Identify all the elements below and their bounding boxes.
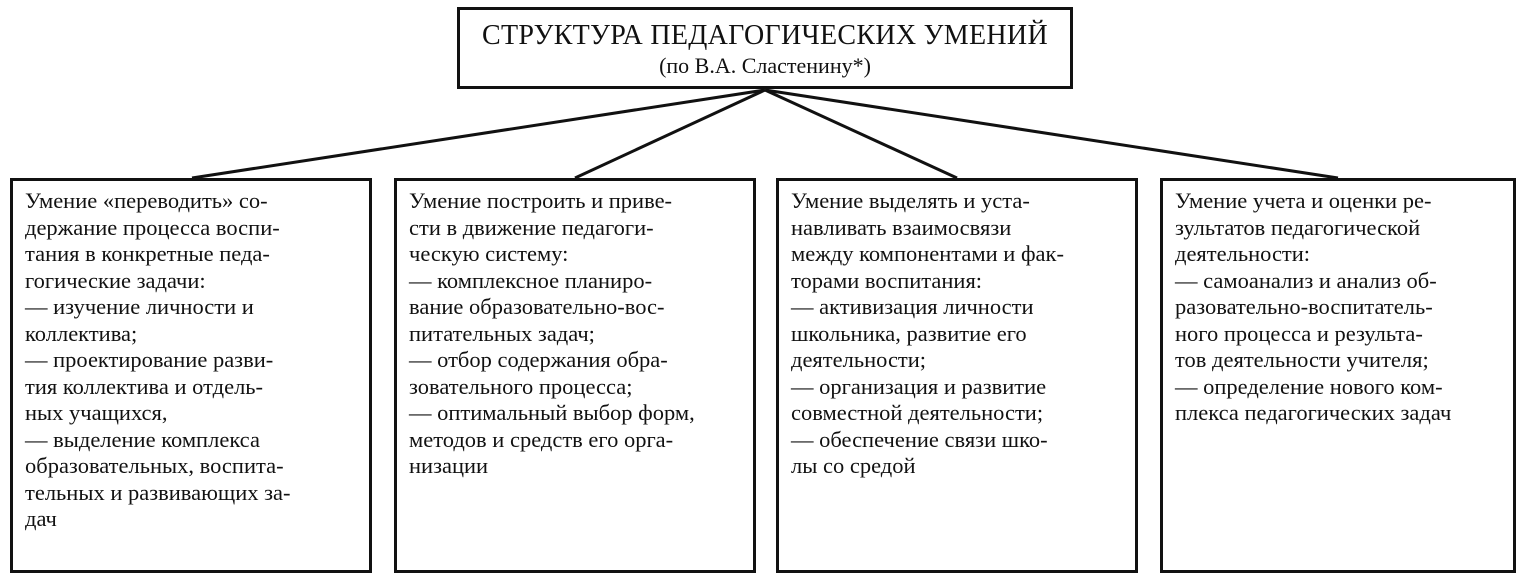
branch-text-line: тия коллектива и отдель- (25, 373, 264, 399)
branch-text-line: — отбор содержания обра- (409, 347, 668, 372)
branch-text-line: Умение построить и приве- (409, 188, 673, 213)
branch-text-line: методов и средств его орга- (409, 426, 674, 452)
branch-text-line: — проектирование разви- (25, 347, 274, 372)
connector-to-branch-4 (765, 90, 1338, 178)
branch-text-line: ных учащихся, (25, 400, 168, 425)
branch-node-evaluation (1160, 178, 1516, 573)
branch-text-line: — активизация личности (791, 294, 1034, 319)
branch-text-line: торами воспитания: (791, 267, 983, 293)
branch-text-line: лы со средой (791, 453, 916, 478)
branch-text-line: деятельности; (791, 347, 927, 372)
branch-text-line: между компонентами и фак- (791, 241, 1064, 266)
branch-text-line: ного процесса и результа- (1175, 320, 1423, 346)
branch-text-line: коллектива; (25, 320, 138, 346)
branch-text-line: гогические задачи: (25, 267, 206, 293)
branch-text-line: — изучение личности и (25, 294, 254, 319)
branch-node-build-system (394, 178, 756, 573)
branch-text-line: ческую систему: (409, 241, 569, 266)
branch-text-line: навливать взаимосвязи (791, 214, 1012, 240)
branch-text-line: — комплексное планиро- (409, 267, 653, 293)
connector-to-branch-1 (192, 90, 765, 178)
branch-text-line: вание образовательно-вос- (409, 294, 665, 319)
branch-text-line: — оптимальный выбор форм, (409, 400, 695, 425)
branch-text-line: дач (25, 506, 57, 531)
root-node (457, 7, 1073, 89)
branch-node-relationships (776, 178, 1138, 573)
branch-text-line: Умение учета и оценки ре- (1175, 188, 1432, 213)
branch-text-line: — определение нового ком- (1175, 373, 1443, 399)
branch-text-line: — выделение комплекса (25, 426, 260, 452)
branch-text-line: — организация и развитие (791, 373, 1047, 399)
branch-text-line: — обеспечение связи шко- (791, 426, 1048, 452)
branch-text-line: — самоанализ и анализ об- (1175, 267, 1437, 293)
branch-text-line: зультатов педагогической (1175, 214, 1421, 240)
branch-text-line: низации (409, 453, 489, 478)
branch-text-line: школьника, развитие его (791, 320, 1027, 346)
branch-text-line: тания в конкретные педа- (25, 241, 270, 266)
branch-text-line: питательных задач; (409, 320, 595, 346)
diagram-title: СТРУКТУРА ПЕДАГОГИЧЕСКИХ УМЕНИЙ (482, 20, 1048, 51)
branch-text-line: образовательных, воспита- (25, 453, 284, 478)
connector-to-branch-3 (765, 90, 957, 178)
branch-text-line: тов деятельности учителя; (1175, 347, 1429, 372)
branch-text-line: сти в движение педагоги- (409, 214, 654, 240)
diagram-subtitle: (по В.А. Сластенину*) (659, 53, 871, 78)
branch-text-line: плекса педагогических задач (1175, 400, 1452, 425)
branch-text-line: тельных и развивающих за- (25, 479, 291, 505)
branch-text-line: зовательного процесса; (409, 373, 633, 399)
branch-text (791, 188, 1123, 480)
branch-text-line: держание процесса воспи- (25, 214, 280, 240)
branch-node-translate-content (10, 178, 372, 573)
branch-text-line: разовательно-воспитатель- (1175, 294, 1433, 319)
branch-text-line: деятельности: (1175, 241, 1311, 266)
branch-text-line: Умение выделять и уста- (791, 188, 1030, 213)
branch-text (409, 188, 741, 480)
branch-text-line: Умение «переводить» со- (25, 188, 268, 213)
branch-text (1175, 188, 1501, 427)
branch-text (25, 188, 357, 533)
branch-text-line: совместной деятельности; (791, 400, 1044, 425)
